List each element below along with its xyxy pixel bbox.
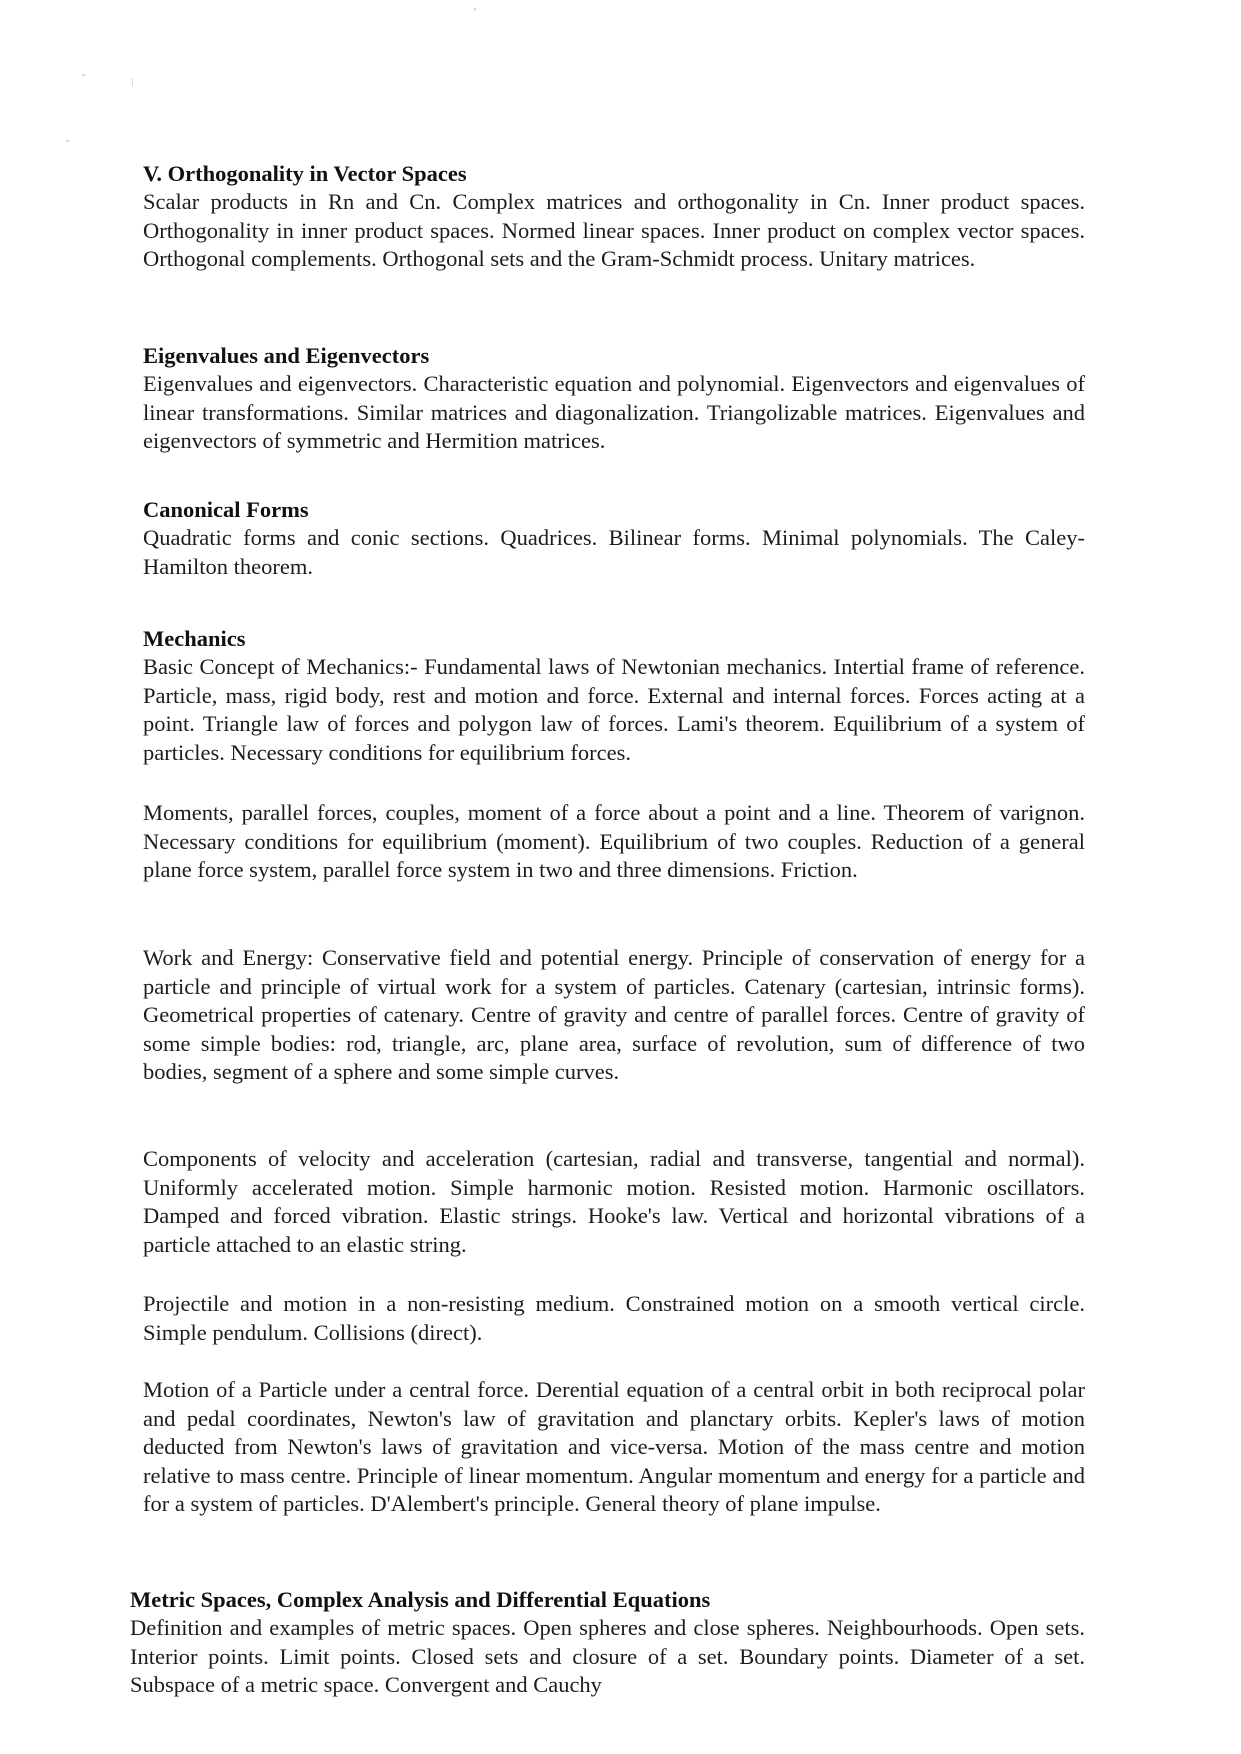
mechanics-projectile-paragraph: [143, 1290, 1085, 1347]
mechanics-central-force-paragraph: [143, 1376, 1085, 1519]
section-canonical-forms: [143, 496, 1085, 581]
section-heading: Mechanics: [143, 626, 246, 651]
scan-artifact: [474, 8, 476, 11]
section-paragraph: Quadratic forms and conic sections. Quadrices. Bilinear forms. Minimal polynomials. The Caley-Hamilton theorem.: [143, 525, 1085, 579]
section-paragraph: Work and Energy: Conservative field and potential energy. Principle of conservation of energy for a particle and principle of virtual work for a system of particles. Catenary (cartesian, intrinsic forms). Geometrical properties of catenary. Centre of gravity and centre of parallel forces. Centre of gravity of some simple bodies: rod, triangle, arc, plane area, surface of revolution, sum of difference of two bodies, segment of a sphere and some simple curves.: [143, 945, 1085, 1085]
section-eigenvalues: [143, 342, 1085, 456]
section-paragraph: Projectile and motion in a non-resisting medium. Constrained motion on a smooth vertical circle. Simple pendulum. Collisions (direct).: [143, 1291, 1085, 1345]
section-paragraph: Scalar products in Rn and Cn. Complex matrices and orthogonality in Cn. Inner product spaces. Orthogonality in inner product spaces. Normed linear spaces. Inner product on complex vector spaces. Orthogonal complements. Orthogonal sets and the Gram-Schmidt process. Unitary matrices.: [143, 189, 1085, 272]
section-paragraph: Eigenvalues and eigenvectors. Characteristic equation and polynomial. Eigenvectors and eigenvalues of linear transformations. Similar matrices and diagonalization. Triangolizable matrices. Eigenvalues and eigenvectors of symmetric and Hermition matrices.: [143, 371, 1085, 454]
section-heading: V. Orthogonality in Vector Spaces: [143, 161, 467, 186]
mechanics-moments-paragraph: [143, 799, 1085, 885]
section-heading: Eigenvalues and Eigenvectors: [143, 343, 430, 368]
section-mechanics: [143, 625, 1085, 767]
section-paragraph: Moments, parallel forces, couples, moment of a force about a point and a line. Theorem of varignon. Necessary conditions for equilibrium (moment). Equilibrium of two couples. Reduction of a general plane force system, parallel force system in two and three dimensions. Friction.: [143, 800, 1085, 883]
section-heading: Canonical Forms: [143, 497, 309, 522]
section-paragraph: Basic Concept of Mechanics:- Fundamental laws of Newtonian mechanics. Intertial frame of reference. Particle, mass, rigid body, rest and motion and force. External and internal forces. Forces acting at a point. Triangle law of forces and polygon law of forces. Lami's theorem. Equilibrium of a system of particles. Necessary conditions for equilibrium forces.: [143, 654, 1085, 765]
section-orthogonality: [143, 160, 1085, 274]
section-paragraph: Motion of a Particle under a central force. Derential equation of a central orbit in both reciprocal polar and pedal coordinates, Newton's law of gravitation and planctary orbits. Kepler's laws of motion deducted from Newton's laws of gravitation and vice-versa. Motion of the mass centre and motion relative to mass centre. Principle of linear momentum. Angular momentum and energy for a particle and for a system of particles. D'Alembert's principle. General theory of plane impulse.: [143, 1377, 1085, 1517]
scan-artifact: [66, 140, 69, 142]
mechanics-work-energy-paragraph: [143, 944, 1085, 1087]
mechanics-velocity-paragraph: [143, 1145, 1085, 1259]
section-heading: Metric Spaces, Complex Analysis and Differential Equations: [130, 1587, 711, 1612]
scan-artifact: [132, 78, 133, 86]
section-paragraph: Definition and examples of metric spaces. Open spheres and close spheres. Neighbourhoods. Open sets. Interior points. Limit points. Closed sets and closure of a set. Boundary points. Diameter of a set. Subspace of a metric space. Convergent and Cauchy: [130, 1615, 1085, 1698]
section-metric-spaces: [130, 1586, 1085, 1700]
scan-artifact: [82, 74, 85, 76]
section-paragraph: Components of velocity and acceleration (cartesian, radial and transverse, tangential and normal). Uniformly accelerated motion. Simple harmonic motion. Resisted motion. Harmonic oscillators. Damped and forced vibration. Elastic strings. Hooke's law. Vertical and horizontal vibrations of a particle attached to an elastic string.: [143, 1146, 1085, 1257]
